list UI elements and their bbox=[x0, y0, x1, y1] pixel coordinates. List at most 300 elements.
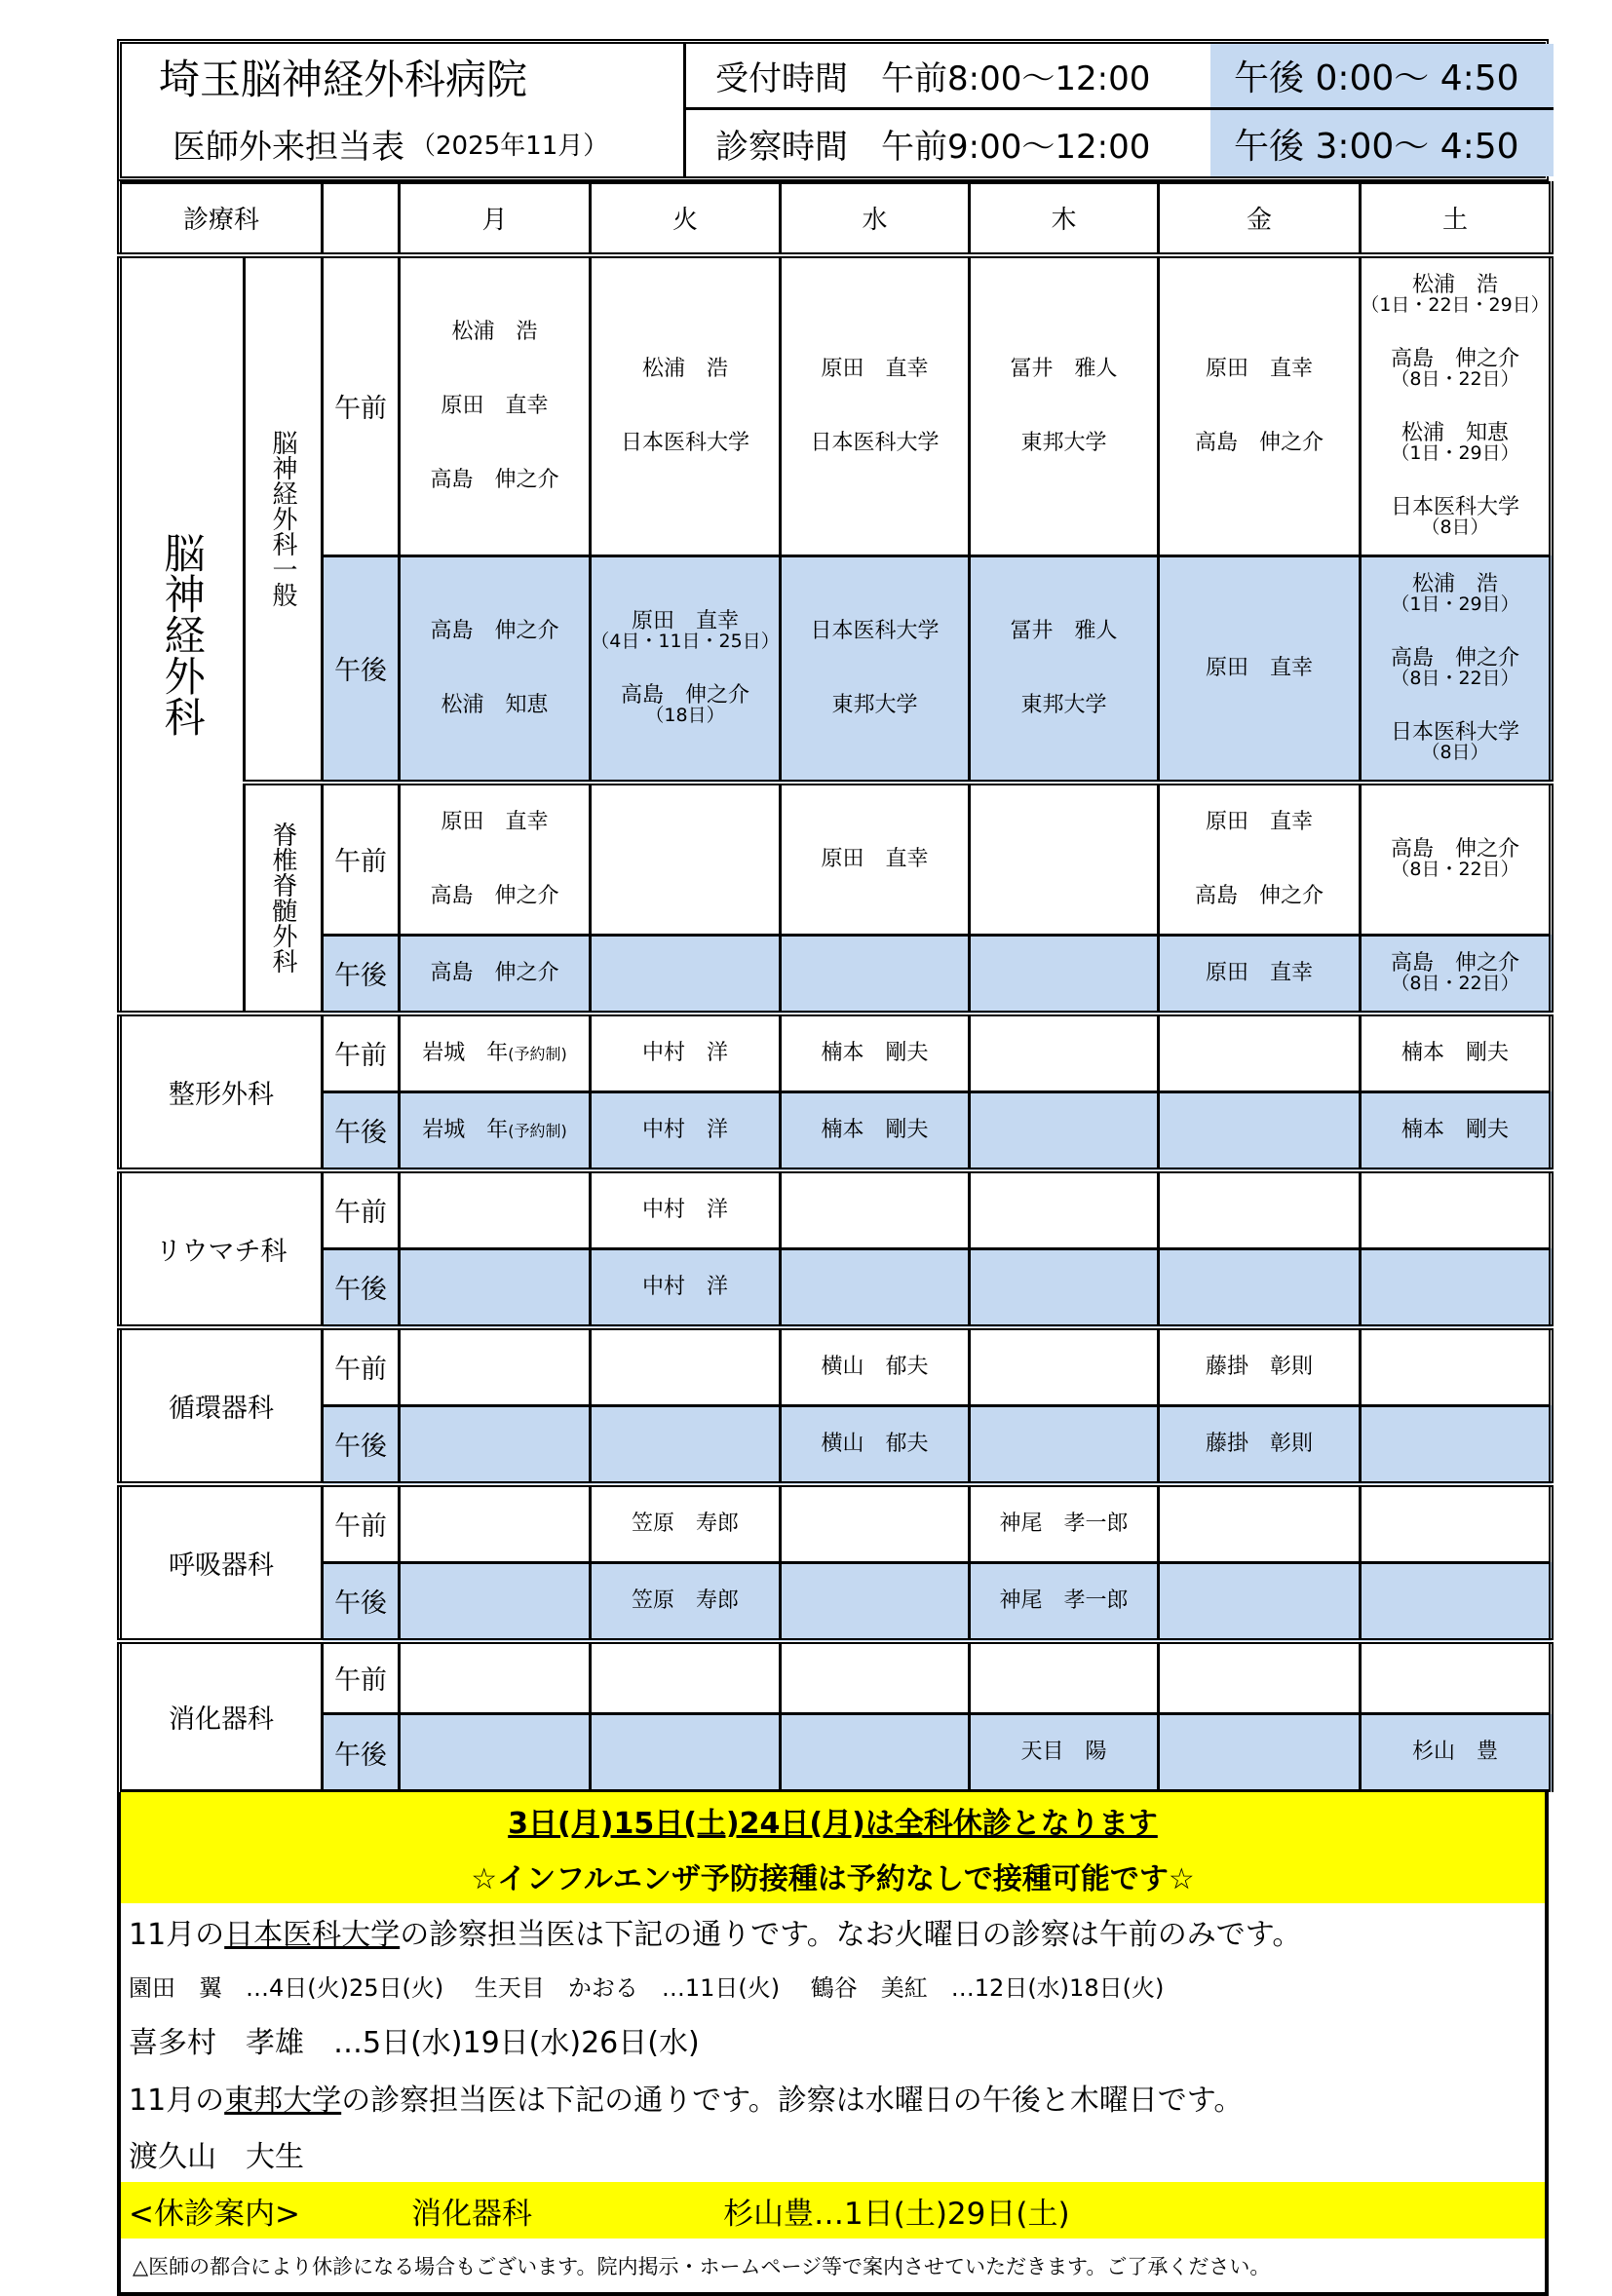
cell-content bbox=[1362, 823, 1549, 897]
cell-content bbox=[971, 1564, 1157, 1638]
name-text: 中村 洋 bbox=[642, 1117, 729, 1142]
doctor-entry bbox=[592, 406, 779, 480]
date-note: （8日・22日） bbox=[1391, 368, 1519, 391]
date-note: （8日） bbox=[1421, 517, 1489, 539]
schedule-cell bbox=[970, 255, 1159, 556]
cell-content bbox=[1160, 1407, 1359, 1481]
doctor-entry bbox=[1362, 937, 1549, 1011]
period-label: 午前 bbox=[323, 1170, 400, 1249]
name-text: 原田 直幸 bbox=[821, 356, 929, 381]
reservation-tag: (予約制) bbox=[508, 1044, 567, 1063]
cell-content bbox=[782, 1407, 968, 1481]
schedule-cell bbox=[1159, 1405, 1361, 1484]
cell-content bbox=[401, 1093, 589, 1167]
cell-content bbox=[782, 1093, 968, 1167]
schedule-cell bbox=[400, 1641, 591, 1714]
schedule-cell bbox=[1361, 1405, 1552, 1484]
period-label: 午後 bbox=[323, 1714, 400, 1791]
schedule-cell bbox=[400, 1248, 591, 1327]
doctor-name bbox=[1206, 811, 1313, 833]
text: 11月の bbox=[129, 1918, 225, 1952]
reception-hours-pm: 午後 0:00～ 4:50 bbox=[1210, 44, 1554, 110]
doctor-name bbox=[1391, 838, 1519, 861]
doctor-name bbox=[632, 610, 739, 632]
doctor-entry bbox=[782, 1093, 968, 1167]
doctor-entry bbox=[971, 1564, 1157, 1638]
day-header: 木 bbox=[970, 183, 1159, 255]
schedule-cell bbox=[591, 1170, 781, 1249]
reception-hours-am: 受付時間 午前8:00～12:00 bbox=[686, 44, 1210, 110]
schedule-cell bbox=[781, 1091, 970, 1170]
doctor-name bbox=[632, 1589, 739, 1612]
cell-content bbox=[1362, 258, 1549, 555]
doctor-name bbox=[642, 358, 728, 380]
name-text: 横山 郁夫 bbox=[821, 1354, 929, 1379]
doctor-name bbox=[1391, 496, 1519, 518]
name-text: 松浦 浩 bbox=[1412, 272, 1499, 297]
name-text: 日本医科大学 bbox=[621, 430, 750, 455]
name-text: 日本医科大学 bbox=[810, 430, 940, 455]
doctor-name bbox=[1195, 432, 1324, 454]
doctor-entry bbox=[782, 1016, 968, 1091]
schedule-cell bbox=[591, 1641, 781, 1714]
schedule-cell bbox=[1159, 1484, 1361, 1563]
schedule-cell bbox=[591, 783, 781, 936]
name-text: 藤掛 彰則 bbox=[1206, 1431, 1314, 1456]
period-label: 午後 bbox=[323, 555, 400, 783]
doctor-name bbox=[822, 1433, 929, 1455]
schedule-cell bbox=[591, 1714, 781, 1791]
doctor-entry bbox=[592, 1173, 779, 1247]
name-text: 岩城 年 bbox=[422, 1117, 509, 1142]
doctor-entry bbox=[782, 406, 968, 480]
name-text: 中村 洋 bbox=[642, 1040, 729, 1065]
schedule-cell bbox=[400, 1405, 591, 1484]
department-name: 循環器科 bbox=[120, 1327, 323, 1484]
doctor-entry bbox=[401, 860, 589, 934]
period-label: 午後 bbox=[323, 1405, 400, 1484]
doctor-entry bbox=[1160, 631, 1359, 706]
doctor-entry bbox=[971, 1487, 1157, 1561]
doctor-entry bbox=[401, 669, 589, 743]
date-note: （8日・22日） bbox=[1391, 859, 1519, 881]
doctor-entry bbox=[1362, 557, 1549, 631]
closure-notice: 3日(月)15日(土)24日(月)は全科休診となります bbox=[508, 1807, 1158, 1841]
name-text: 楠本 剛夫 bbox=[821, 1040, 929, 1065]
schedule-sheet bbox=[117, 39, 1549, 2296]
doctor-name bbox=[1021, 694, 1107, 716]
name-text: 藤掛 彰則 bbox=[1206, 1354, 1314, 1379]
footnote: △医師の都合により休診になる場合もございます。院内掲示・ホームページ等で案内させていただきます。ご了承ください。 bbox=[133, 2254, 1271, 2278]
closed-detail: 杉山豊…1日(土)29日(土) bbox=[723, 2196, 1070, 2232]
doctor-entry bbox=[971, 669, 1157, 743]
day-header-row bbox=[120, 183, 1552, 255]
doctor-entry bbox=[1160, 860, 1359, 934]
schedule-cell bbox=[591, 1014, 781, 1092]
doctor-entry bbox=[1362, 406, 1549, 480]
doctor-entry bbox=[1362, 706, 1549, 780]
doctor-entry bbox=[1160, 1330, 1359, 1404]
cell-content bbox=[592, 1016, 779, 1091]
doctor-name bbox=[1412, 274, 1498, 296]
schedule-cell bbox=[400, 1014, 591, 1092]
name-text: 高島 伸之介 bbox=[1195, 430, 1324, 455]
name-text: 松浦 浩 bbox=[1412, 571, 1499, 596]
schedule-row bbox=[120, 255, 1552, 556]
date-note: （4日・11日・25日） bbox=[591, 631, 780, 653]
cell-content bbox=[1160, 785, 1359, 934]
date-note: （18日） bbox=[645, 705, 725, 727]
schedule-cell bbox=[970, 555, 1159, 783]
schedule-cell bbox=[1361, 1170, 1552, 1249]
name-text: 東邦大学 bbox=[1020, 430, 1107, 455]
doctor-name bbox=[1000, 1589, 1129, 1612]
doctor-entry bbox=[782, 669, 968, 743]
doctor-entry bbox=[592, 594, 779, 669]
doctor-name bbox=[1412, 1741, 1498, 1763]
doctor-name bbox=[1391, 952, 1519, 975]
schedule-cell bbox=[1159, 1091, 1361, 1170]
subdepartment-label: 脊椎脊髄外科 bbox=[268, 822, 297, 974]
schedule-cell bbox=[1159, 1014, 1361, 1092]
nms-doctors-2: 喜多村 孝雄 …5日(水)19日(水)26日(水) bbox=[129, 2026, 700, 2060]
doctor-name bbox=[822, 358, 929, 380]
schedule-row bbox=[120, 555, 1552, 783]
cell-content bbox=[1362, 557, 1549, 780]
doctor-name bbox=[621, 432, 749, 454]
cell-content bbox=[971, 1715, 1157, 1789]
schedule-cell bbox=[781, 1327, 970, 1406]
cell-content bbox=[1160, 631, 1359, 706]
toho-doctors: 渡久山 大生 bbox=[129, 2140, 304, 2174]
cell-content bbox=[782, 332, 968, 480]
cell-content bbox=[592, 332, 779, 480]
cell-content bbox=[971, 594, 1157, 743]
doctor-entry bbox=[592, 1564, 779, 1638]
schedule-row bbox=[120, 1405, 1552, 1484]
department-name: 消化器科 bbox=[120, 1641, 323, 1791]
doctor-entry bbox=[401, 937, 589, 1011]
department-name: リウマチ科 bbox=[120, 1170, 323, 1327]
doctor-name bbox=[441, 395, 549, 417]
doctor-entry bbox=[782, 823, 968, 897]
doctor-name bbox=[632, 1512, 739, 1535]
name-text: 原田 直幸 bbox=[1206, 356, 1314, 381]
hospital-name: 埼玉脳神経外科病院 bbox=[122, 44, 686, 110]
date-note: （8日・22日） bbox=[1391, 668, 1519, 690]
name-text: 楠本 剛夫 bbox=[821, 1117, 929, 1142]
cell-content bbox=[1160, 332, 1359, 480]
doctor-entry bbox=[1362, 1093, 1549, 1167]
toho-name: 東邦大学 bbox=[224, 2084, 342, 2118]
schedule-cell bbox=[1159, 1327, 1361, 1406]
doctor-name bbox=[822, 1356, 929, 1378]
cell-content bbox=[592, 1250, 779, 1324]
doctor-name bbox=[811, 432, 940, 454]
doctor-entry bbox=[592, 669, 779, 743]
name-text: 高島 伸之介 bbox=[430, 618, 559, 643]
text: の診察担当医は下記の通りです。なお火曜日の診察は午前のみです。 bbox=[400, 1918, 1302, 1952]
schedule-cell bbox=[400, 255, 591, 556]
schedule-cell bbox=[970, 783, 1159, 936]
schedule-cell bbox=[970, 1091, 1159, 1170]
cell-content bbox=[401, 594, 589, 743]
schedule-row bbox=[120, 1091, 1552, 1170]
schedule-cell bbox=[781, 1714, 970, 1791]
doctor-name bbox=[431, 469, 559, 491]
name-text: 日本医科大学 bbox=[1391, 494, 1520, 519]
schedule-row bbox=[120, 1562, 1552, 1641]
schedule-cell bbox=[1159, 255, 1361, 556]
schedule-cell bbox=[1159, 1248, 1361, 1327]
doctor-entry bbox=[1362, 1016, 1549, 1091]
schedule-cell bbox=[400, 555, 591, 783]
period-label: 午前 bbox=[323, 1014, 400, 1092]
period-label: 午前 bbox=[323, 1327, 400, 1406]
notice-banner bbox=[121, 1792, 1545, 1903]
cell-content bbox=[1362, 937, 1549, 1011]
doctor-entry bbox=[1362, 332, 1549, 406]
schedule-cell bbox=[591, 1405, 781, 1484]
flu-notice: ☆インフルエンザ予防接種は予約なしで接種可能です☆ bbox=[471, 1862, 1195, 1896]
schedule-cell bbox=[400, 935, 591, 1014]
cell-content bbox=[782, 1016, 968, 1091]
subdepartment-name bbox=[245, 783, 323, 1014]
doctor-entry bbox=[782, 332, 968, 406]
cell-content bbox=[592, 1173, 779, 1247]
period-label: 午後 bbox=[323, 935, 400, 1014]
schedule-cell bbox=[1159, 1562, 1361, 1641]
doctor-entry bbox=[401, 443, 589, 517]
name-text: 原田 直幸 bbox=[1206, 655, 1314, 680]
schedule-cell bbox=[1361, 783, 1552, 936]
doctor-entry bbox=[782, 594, 968, 669]
schedule-cell bbox=[1361, 1091, 1552, 1170]
name-text: 松浦 浩 bbox=[642, 356, 729, 381]
schedule-cell bbox=[781, 555, 970, 783]
date-note: （8日） bbox=[1421, 742, 1489, 764]
doctor-name bbox=[1011, 358, 1118, 380]
doctor-name bbox=[1206, 1433, 1313, 1455]
doctor-name bbox=[431, 885, 559, 907]
schedule-cell bbox=[781, 1562, 970, 1641]
name-text: 笠原 寿郎 bbox=[632, 1511, 740, 1536]
schedule-cell bbox=[1361, 1248, 1552, 1327]
doctor-name bbox=[642, 1119, 728, 1141]
doctor-name bbox=[811, 620, 940, 642]
doctor-name bbox=[642, 1042, 728, 1064]
name-text: 中村 洋 bbox=[642, 1274, 729, 1299]
cell-content bbox=[1362, 1093, 1549, 1167]
schedule-cell bbox=[1159, 783, 1361, 936]
schedule-cell bbox=[970, 1327, 1159, 1406]
name-text: 原田 直幸 bbox=[821, 846, 929, 871]
reservation-tag: (予約制) bbox=[508, 1121, 567, 1140]
schedule-title bbox=[122, 110, 686, 176]
schedule-row bbox=[120, 935, 1552, 1014]
department-name: 呼吸器科 bbox=[120, 1484, 323, 1641]
header bbox=[117, 39, 1549, 181]
schedule-cell bbox=[970, 1170, 1159, 1249]
doctor-name bbox=[1021, 1741, 1107, 1763]
date-note: （1日・29日） bbox=[1391, 442, 1519, 465]
doctor-name bbox=[1021, 432, 1107, 454]
doctor-entry bbox=[401, 594, 589, 669]
schedule-cell bbox=[1159, 1641, 1361, 1714]
name-text: 岩城 年 bbox=[422, 1040, 509, 1065]
schedule-cell bbox=[591, 1562, 781, 1641]
schedule-cell bbox=[781, 1014, 970, 1092]
schedule-cell bbox=[781, 1170, 970, 1249]
doctor-name bbox=[1206, 962, 1313, 984]
cell-content bbox=[401, 937, 589, 1011]
name-text: 松浦 知恵 bbox=[1401, 420, 1510, 445]
doctor-name bbox=[1206, 1356, 1313, 1378]
doctor-entry bbox=[401, 785, 589, 860]
period-header bbox=[323, 183, 400, 255]
name-text: 横山 郁夫 bbox=[821, 1431, 929, 1456]
doctor-entry bbox=[1160, 937, 1359, 1011]
doctor-entry bbox=[1362, 631, 1549, 706]
schedule-cell bbox=[1361, 255, 1552, 556]
period-label: 午前 bbox=[323, 1484, 400, 1563]
subdepartment-name bbox=[245, 255, 323, 783]
name-text: 高島 伸之介 bbox=[1391, 836, 1520, 861]
schedule-cell bbox=[1159, 935, 1361, 1014]
period-label: 午前 bbox=[323, 1641, 400, 1714]
schedule-cell bbox=[1361, 1714, 1552, 1791]
text: の診察担当医は下記の通りです。診察は水曜日の午後と木曜日です。 bbox=[341, 2084, 1244, 2118]
schedule-cell bbox=[781, 1641, 970, 1714]
subdepartment-label: 脳神経外科一般 bbox=[268, 430, 297, 607]
day-header: 月 bbox=[400, 183, 591, 255]
name-text: 高島 伸之介 bbox=[430, 883, 559, 908]
doctor-name bbox=[642, 1199, 728, 1221]
cell-content bbox=[1362, 1715, 1549, 1789]
name-text: 天目 陽 bbox=[1020, 1740, 1107, 1765]
schedule-cell bbox=[970, 1641, 1159, 1714]
closed-dept: 消化器科 bbox=[411, 2196, 532, 2232]
schedule-cell bbox=[970, 935, 1159, 1014]
name-text: 高島 伸之介 bbox=[1195, 883, 1324, 908]
schedule-row bbox=[120, 1714, 1552, 1791]
schedule-cell bbox=[1361, 1484, 1552, 1563]
nms-name: 日本医科大学 bbox=[224, 1918, 401, 1952]
schedule-row bbox=[120, 783, 1552, 936]
schedule-cell bbox=[781, 935, 970, 1014]
nms-doctors-1: 園田 翼 …4日(火)25日(火) 生天目 かおる …11日(火) 鶴谷 美紅 …12日(水)18日(火) bbox=[129, 1973, 1165, 2002]
schedule-row bbox=[120, 1641, 1552, 1714]
doctor-entry bbox=[592, 1093, 779, 1167]
doctor-name bbox=[822, 1119, 929, 1141]
name-text: 冨井 雅人 bbox=[1010, 356, 1118, 381]
schedule-cell bbox=[591, 255, 781, 556]
consult-hours-am: 診察時間 午前9:00～12:00 bbox=[715, 127, 1151, 167]
period-label: 午後 bbox=[323, 1248, 400, 1327]
doctor-name bbox=[642, 1276, 728, 1298]
schedule-cell bbox=[400, 1484, 591, 1563]
name-text: 原田 直幸 bbox=[441, 393, 549, 418]
name-text: 松浦 浩 bbox=[451, 319, 538, 344]
department-name bbox=[120, 255, 245, 1014]
schedule-cell bbox=[781, 255, 970, 556]
schedule-cell bbox=[400, 1714, 591, 1791]
doctor-name bbox=[422, 1042, 567, 1064]
schedule-cell bbox=[781, 783, 970, 936]
department-label: 脳神経外科 bbox=[158, 531, 207, 737]
cell-content bbox=[782, 823, 968, 897]
doctor-name bbox=[431, 620, 559, 642]
schedule-cell bbox=[591, 1091, 781, 1170]
name-text: 高島 伸之介 bbox=[430, 960, 559, 985]
doctor-entry bbox=[782, 1330, 968, 1404]
name-text: 原田 直幸 bbox=[632, 608, 740, 633]
doctor-entry bbox=[971, 1715, 1157, 1789]
name-text: 楠本 剛夫 bbox=[1401, 1040, 1510, 1065]
name-text: 笠原 寿郎 bbox=[632, 1588, 740, 1613]
cell-content bbox=[971, 1487, 1157, 1561]
doctor-name bbox=[441, 694, 549, 716]
schedule-cell bbox=[591, 555, 781, 783]
doctor-entry bbox=[401, 1016, 589, 1091]
name-text: 高島 伸之介 bbox=[430, 467, 559, 492]
schedule-cell bbox=[400, 1091, 591, 1170]
schedule-cell bbox=[1159, 555, 1361, 783]
name-text: 松浦 知恵 bbox=[441, 692, 549, 717]
date-note: （1日・22日・29日） bbox=[1361, 294, 1550, 317]
doctor-name bbox=[1206, 358, 1313, 380]
doctor-entry bbox=[1362, 258, 1549, 332]
subtitle: 医師外来担当表 bbox=[173, 127, 404, 167]
cell-content bbox=[1160, 1330, 1359, 1404]
doctor-entry bbox=[782, 1407, 968, 1481]
cell-content bbox=[401, 295, 589, 517]
schedule-cell bbox=[591, 1248, 781, 1327]
consult-hours-pm: 午後 3:00～ 4:50 bbox=[1210, 110, 1554, 176]
cell-content bbox=[401, 1016, 589, 1091]
schedule-cell bbox=[781, 1405, 970, 1484]
doctor-name bbox=[822, 1042, 929, 1064]
doctor-entry bbox=[401, 1093, 589, 1167]
doctor-entry bbox=[1362, 480, 1549, 555]
schedule-cell bbox=[781, 1484, 970, 1563]
doctor-entry bbox=[971, 332, 1157, 406]
closed-label: <休診案内> bbox=[129, 2196, 300, 2232]
name-text: 日本医科大学 bbox=[1391, 719, 1520, 745]
name-text: 高島 伸之介 bbox=[1391, 950, 1520, 976]
name-text: 神尾 孝一郎 bbox=[999, 1588, 1129, 1613]
doctor-name bbox=[1000, 1512, 1129, 1535]
period-label: 午前 bbox=[323, 783, 400, 936]
doctor-entry bbox=[592, 332, 779, 406]
cell-content bbox=[971, 332, 1157, 480]
doctor-entry bbox=[592, 1250, 779, 1324]
doctor-name bbox=[1391, 721, 1519, 744]
schedule-row bbox=[120, 1327, 1552, 1406]
name-text: 冨井 雅人 bbox=[1010, 618, 1118, 643]
doctor-entry bbox=[1160, 1407, 1359, 1481]
schedule-cell bbox=[970, 1405, 1159, 1484]
doctor-entry bbox=[1362, 1715, 1549, 1789]
doctor-entry bbox=[1362, 823, 1549, 897]
doctor-entry bbox=[1160, 406, 1359, 480]
schedule-cell bbox=[400, 1327, 591, 1406]
name-text: 原田 直幸 bbox=[1206, 960, 1314, 985]
name-text: 東邦大学 bbox=[1020, 692, 1107, 717]
schedule-cell bbox=[591, 935, 781, 1014]
nms-intro bbox=[121, 1903, 1545, 1960]
name-text: 楠本 剛夫 bbox=[1401, 1117, 1510, 1142]
